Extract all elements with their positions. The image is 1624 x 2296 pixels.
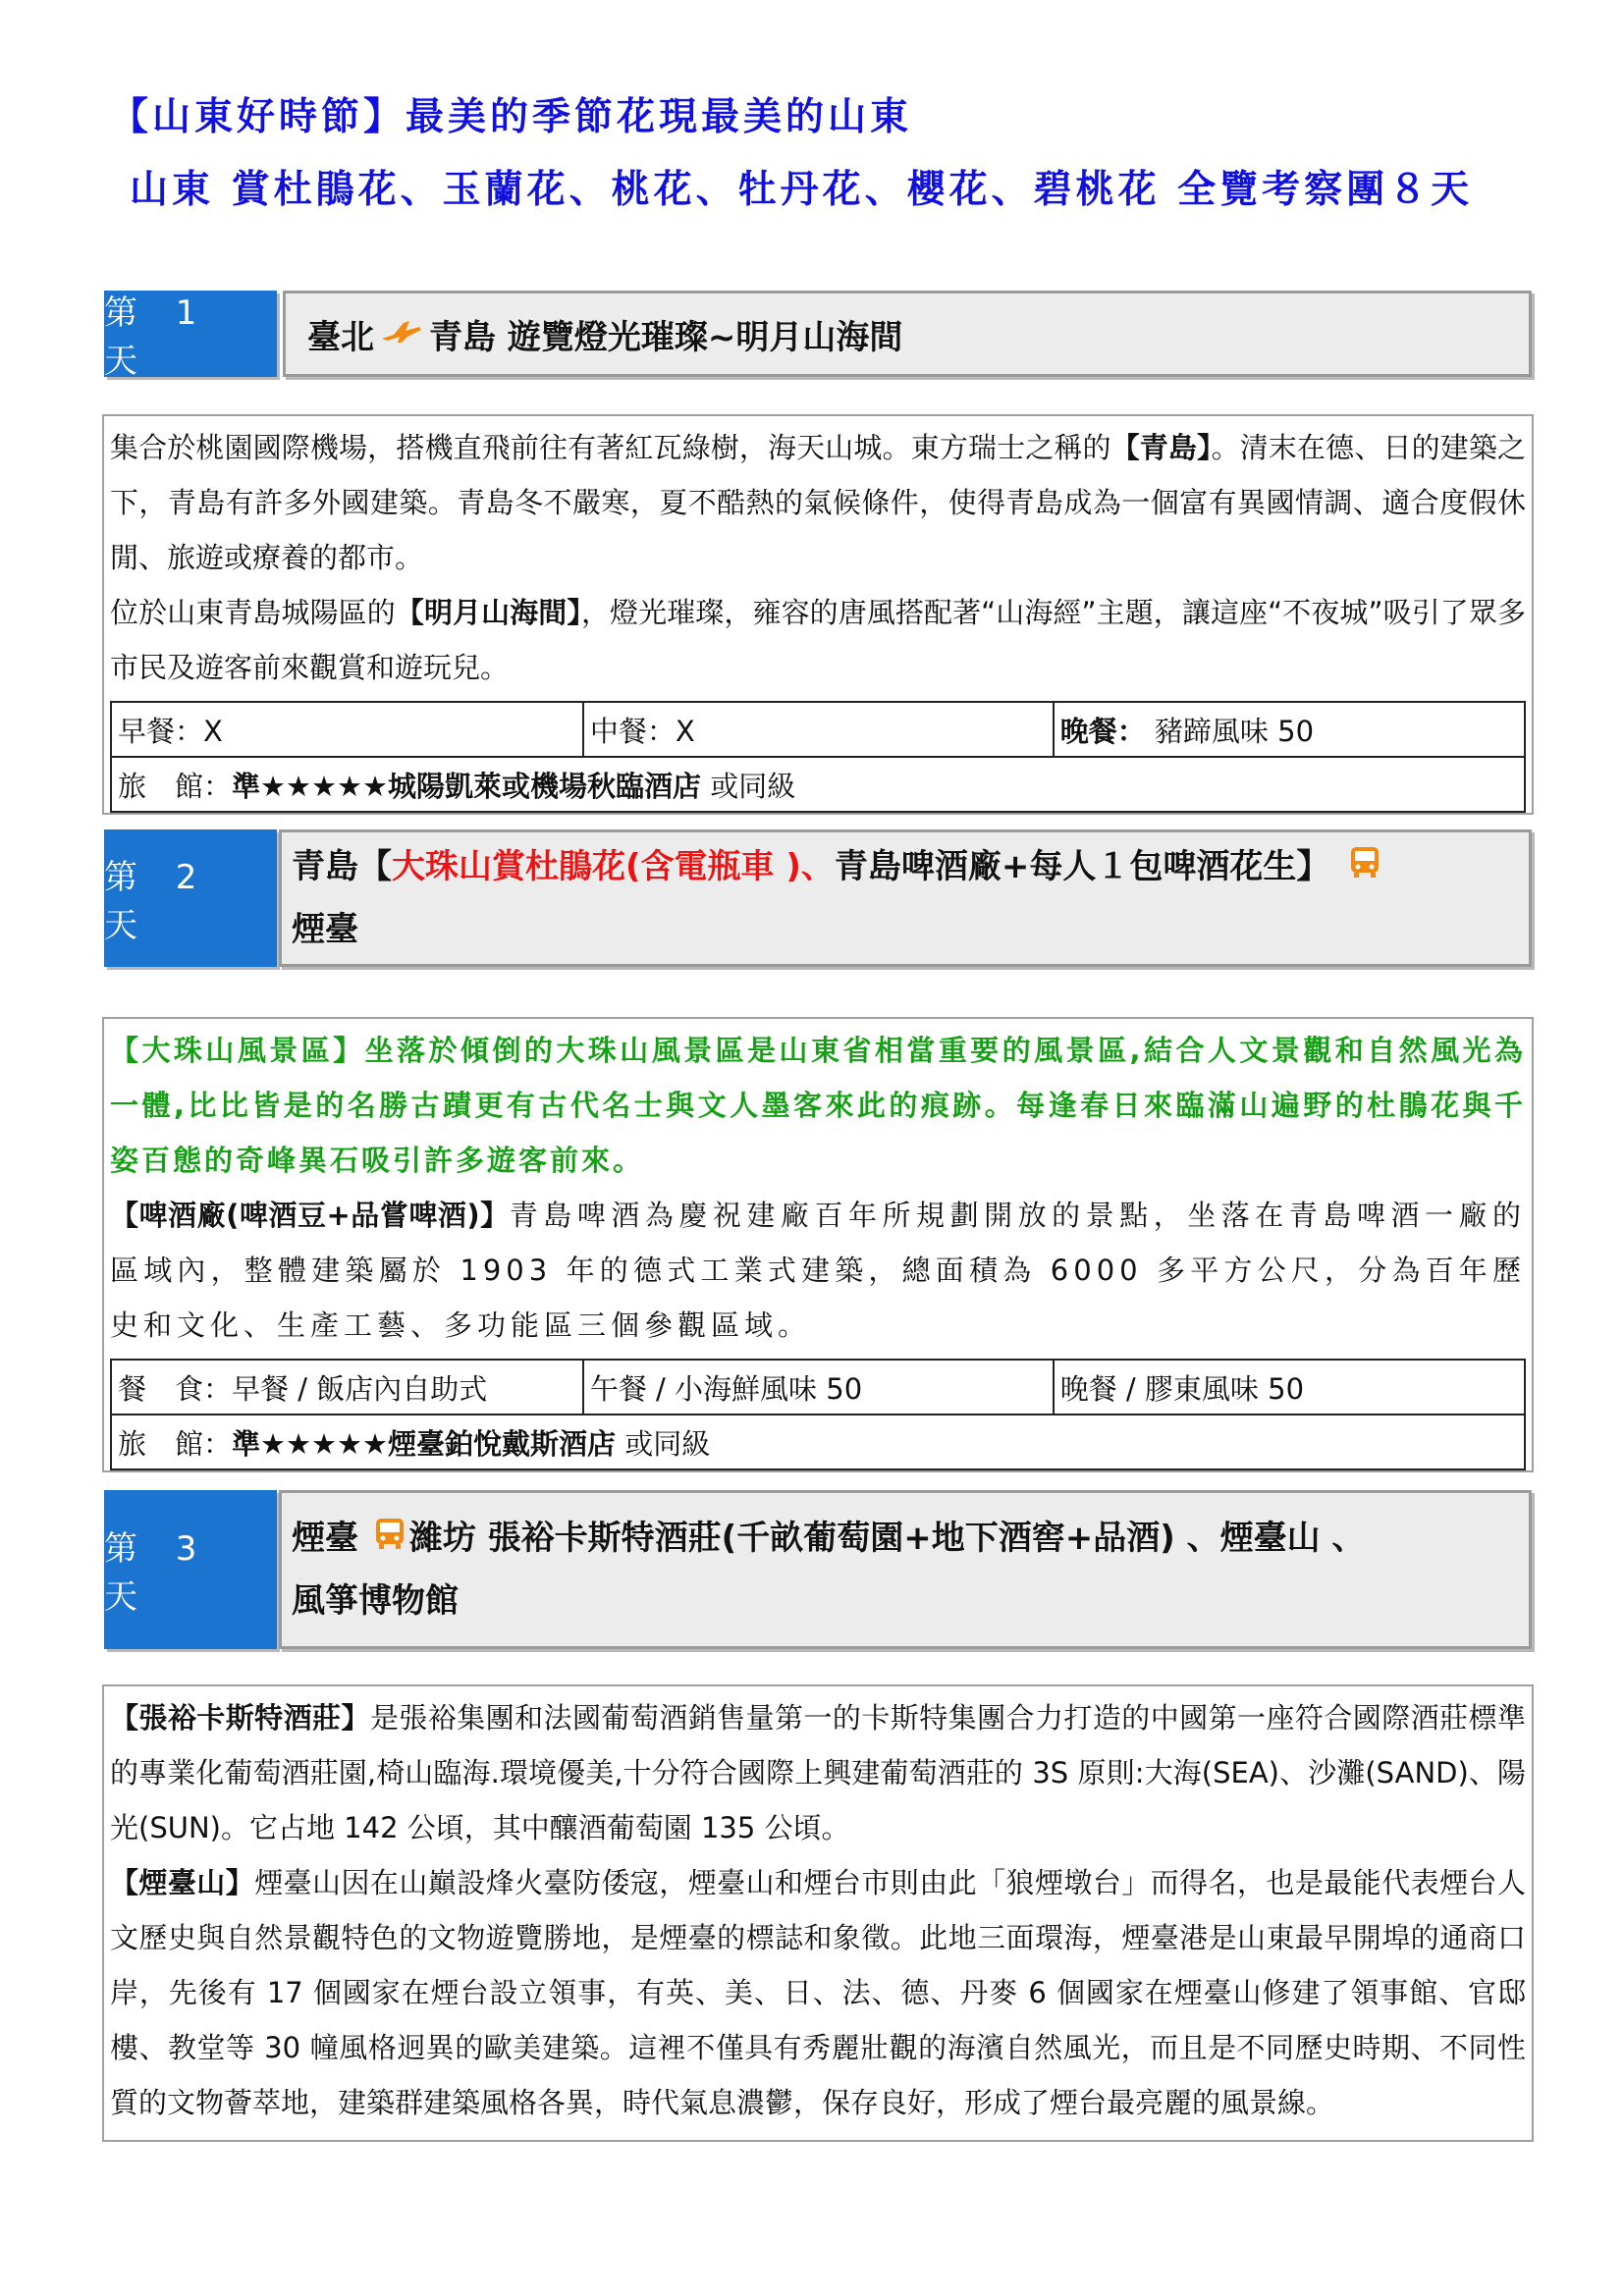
day2-badge: 第 2 天 [104, 829, 277, 967]
day2-meal-breakfast: 餐 食：早餐 / 飯店內自助式 [118, 1371, 488, 1406]
day1-p1-highlight: 【青島】 [1110, 431, 1212, 464]
day2-p2-highlight: 【啤酒廠(啤酒豆+品嘗啤酒)】 [110, 1199, 510, 1232]
airplane-icon [380, 313, 423, 355]
day2-title-part4: 煙臺 [292, 909, 358, 949]
day1-breakfast: 早餐：X [118, 714, 223, 748]
day1-p2-text-2: ，燈光璀璨，雍容的唐風搭配著“山海經”主題，讓這座“不夜城”吸引了眾多市民及遊客前來觀賞和遊玩兒。 [110, 596, 1526, 684]
day2-hotel-suffix: 或同級 [624, 1426, 711, 1461]
day2-hotel [112, 1415, 1524, 1468]
day2-hotel-name: 準★★★★★煙臺鉑悅戴斯酒店 [232, 1426, 617, 1461]
day1-hotel-label: 旅 館： [118, 769, 233, 803]
day2-title-highlight: 大珠山賞杜鵑花(含電瓶車 )、 [392, 847, 835, 887]
day3-p1-text: 是張裕集團和法國葡萄酒銷售量第一的卡斯特集團合力打造的中國第一座符合國際酒莊標準的專業化葡萄酒莊園,椅山臨海.環境優美,十分符合國際上興建葡萄酒莊的 3S 原則:大海(SEA)、沙灘(SAND)、陽光(SUN)。它占地 142 公頃，其中釀酒葡萄園 135 公頃。 [110, 1701, 1526, 1844]
day2-meal-dinner: 晚餐 / 膠東風味 50 [1053, 1361, 1524, 1414]
page-title: 【山東好時節】最美的季節花現最美的山東 [110, 94, 913, 139]
day2-header [104, 829, 1532, 967]
day2-meal-lunch: 午餐 / 小海鮮風味 50 [582, 1361, 1053, 1414]
day3-paragraph-2 [110, 1855, 1526, 2130]
day1-dinner-label: 晚餐： [1059, 714, 1146, 748]
day2-hotel-label: 旅 館： [118, 1426, 233, 1461]
day1-p1-text: 集合於桃園國際機場，搭機直飛前往有著紅瓦綠樹，海天山城。東方瑞士之稱的 [110, 431, 1111, 464]
day1-hotel-name: 準★★★★★城陽凱萊或機場秋臨酒店 [232, 769, 702, 803]
day3-title [279, 1490, 1532, 1649]
day1-title-rest: 青島 遊覽燈光璀璨~明月山海間 [429, 317, 903, 357]
day3-title-part1: 煙臺 [292, 1519, 358, 1559]
day2-title-part1: 青島【 [292, 847, 392, 887]
day3-content [102, 1684, 1534, 2142]
day2-paragraph-2 [110, 1188, 1526, 1353]
day2-title-part3: 青島啤酒廠+每人１包啤酒花生】 [834, 847, 1330, 887]
day1-header [104, 291, 1532, 381]
page-subtitle: 山東 賞杜鵑花、玉蘭花、桃花、牡丹花、櫻花、碧桃花 全覽考察團８天 [130, 167, 1474, 212]
bus-icon [372, 1510, 407, 1571]
day3-title-part3: 風箏博物館 [292, 1580, 459, 1621]
day2-p2-text: 青島啤酒為慶祝建廠百年所規劃開放的景點，坐落在青島啤酒一廠的區域內，整體建築屬於 1903 年的德式工業式建築，總面積為 6000 多平方公尺，分為百年歷史和文化、生產工藝、多功能區三個參觀區域。 [110, 1199, 1526, 1342]
day3-badge: 第 3 天 [104, 1490, 277, 1649]
day1-paragraph-1 [110, 420, 1526, 585]
bus-icon [1347, 838, 1382, 899]
day2-content [102, 1017, 1534, 1472]
day1-hotel-suffix: 或同級 [710, 769, 796, 803]
day2-paragraph-1: 【大珠山風景區】坐落於傾倒的大珠山風景區是山東省相當重要的風景區,結合人文景觀和自然風光為一體,比比皆是的名勝古蹟更有古代名士與文人墨客來此的痕跡。每逢春日來臨滿山遍野的杜鵑花與千姿百態的奇峰異石吸引許多遊客前來。 [110, 1034, 1526, 1177]
day1-hotel [112, 758, 1524, 811]
day1-dinner-value: 豬蹄風味 50 [1154, 714, 1315, 748]
day1-title [283, 291, 1532, 377]
day3-title-part2: 濰坊 張裕卡斯特酒莊(千畝葡萄園+地下酒窖+品酒) 、煙臺山 、 [408, 1519, 1366, 1559]
day3-header [104, 1490, 1532, 1649]
day1-dinner [1053, 703, 1524, 756]
day1-lunch: 中餐：X [582, 703, 1053, 756]
day1-paragraph-2 [110, 585, 1526, 695]
day1-p2-highlight: 【明月山海間】 [395, 596, 581, 629]
day1-p2-text: 位於山東青島城陽區的 [110, 596, 396, 629]
day1-p1-text-2: 。清末在德、日的建築之下，青島有許多外國建築。青島冬不嚴寒，夏不酷熱的氣候條件，使得青島成為一個富有異國情調、適合度假休閒、旅遊或療養的都市。 [110, 431, 1526, 574]
day1-badge: 第 1 天 [104, 291, 277, 377]
day3-p1-highlight: 【張裕卡斯特酒莊】 [110, 1701, 370, 1735]
day3-p2-highlight: 【煙臺山】 [110, 1866, 255, 1899]
day3-p2-text: 煙臺山因在山巔設烽火臺防倭寇，煙臺山和煙台市則由此「狼煙墩台」而得名，也是最能代表煙台人文歷史與自然景觀特色的文物遊覽勝地，是煙臺的標誌和象徵。此地三面環海，煙臺港是山東最早開埠的通商口岸，先後有 17 個國家在煙台設立領事，有英、美、日、法、德、丹麥 6 個國家在煙臺山修建了領事館、官邸樓、教堂等 30 幢風格迥異的歐美建築。這裡不僅具有秀麗壯觀的海濱自然風光，而且是不同歷史時期、不同性質的文物薈萃地，建築群建築風格各異，時代氣息濃鬱，保存良好，形成了煙台最亮麗的風景線。 [110, 1866, 1526, 2119]
day1-info-table [110, 701, 1526, 813]
day1-title-from: 臺北 [307, 317, 374, 357]
day3-paragraph-1 [110, 1690, 1526, 1855]
day1-content [102, 414, 1534, 815]
day2-info-table [110, 1359, 1526, 1470]
day2-title [279, 829, 1532, 967]
